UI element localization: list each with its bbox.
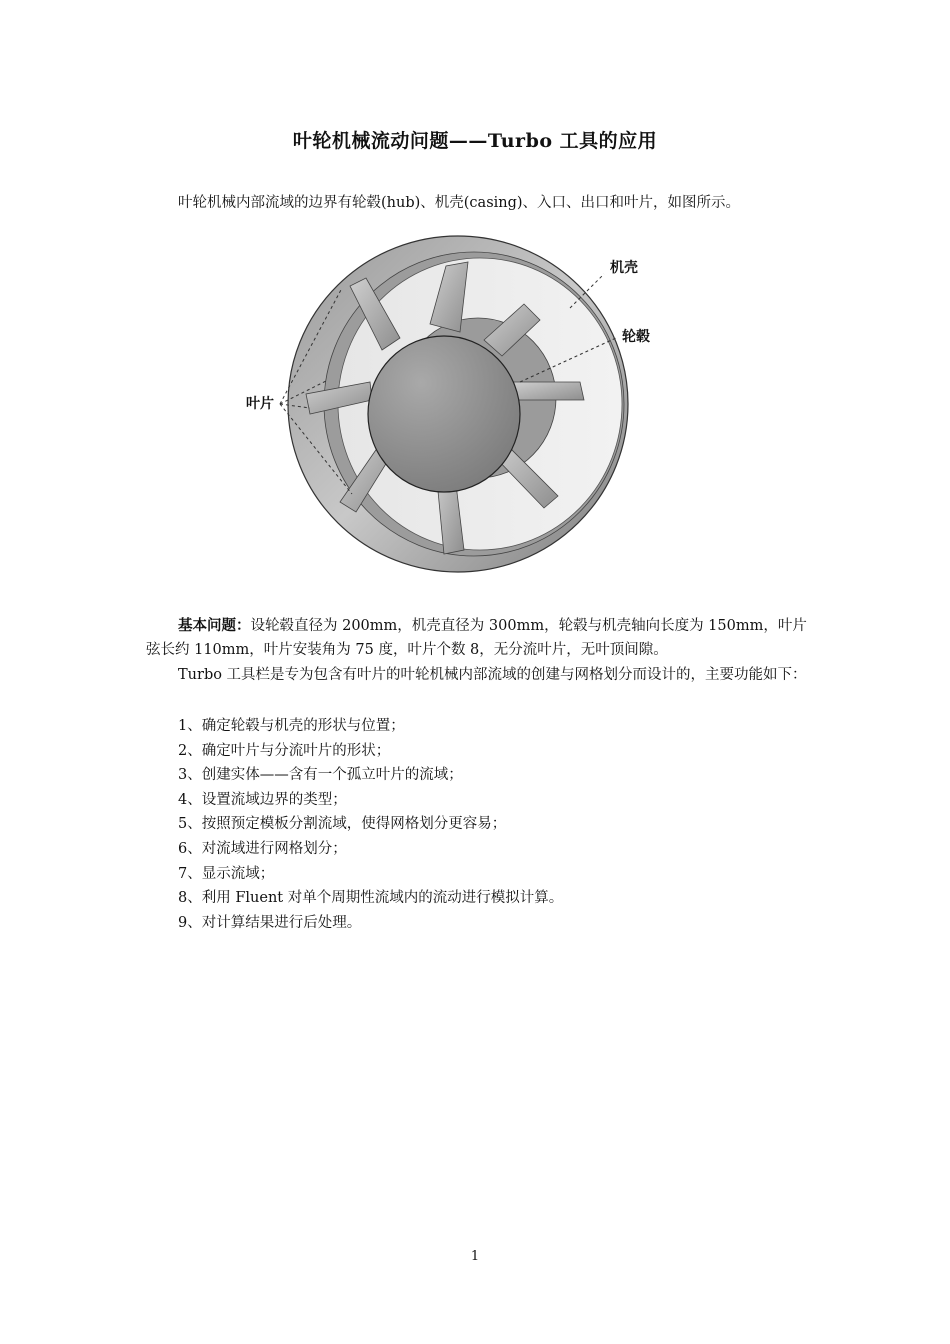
hub-face: [368, 336, 520, 492]
intro-paragraph: 叶轮机械内部流域的边界有轮毂(hub)、机壳(casing)、入口、出口和叶片，如图所示。: [178, 195, 741, 211]
list-item: 3、创建实体——含有一个孤立叶片的流域；: [178, 767, 463, 784]
list-item: 1、确定轮毂与机壳的形状与位置；: [178, 718, 405, 734]
problem-text: 设轮毂直径为 200mm，机壳直径为 300mm，轮毂与机壳轴向长度为 150mm，叶片弦长约 110mm，叶片安装角为 75 度，叶片个数 8，无分流叶片，无叶顶间隙。: [146, 618, 807, 658]
problem-label: 基本问题：: [178, 617, 251, 634]
blade-label: 叶片: [246, 396, 274, 412]
hub-label: 轮毂: [622, 329, 650, 345]
list-item: 4、设置流域边界的类型；: [178, 791, 347, 808]
turbo-intro-paragraph: Turbo 工具栏是专为包含有叶片的叶轮机械内部流域的创建与网格划分而设计的，主要功能如下：: [178, 667, 807, 683]
function-list: [178, 714, 563, 935]
turbomachine-illustration: [232, 232, 692, 577]
list-item: 6、对流域进行网格划分；: [178, 840, 347, 857]
turbomachine-figure: [232, 232, 692, 577]
list-item: 8、利用 Fluent 对单个周期性流域内的流动进行模拟计算。: [178, 890, 564, 907]
document-title: 叶轮机械流动问题——Turbo 工具的应用: [292, 130, 658, 152]
list-item: 2、确定叶片与分流叶片的形状；: [178, 742, 391, 759]
blade-right: [512, 382, 584, 400]
casing-label: 机壳: [610, 260, 638, 276]
list-item: 9、对计算结果进行后处理。: [178, 914, 362, 931]
list-item: 5、按照预定模板分割流域，使得网格划分更容易；: [178, 816, 507, 833]
list-item: 7、显示流域；: [178, 865, 275, 882]
page-number: 1: [470, 1249, 480, 1264]
problem-paragraph: [146, 614, 818, 662]
